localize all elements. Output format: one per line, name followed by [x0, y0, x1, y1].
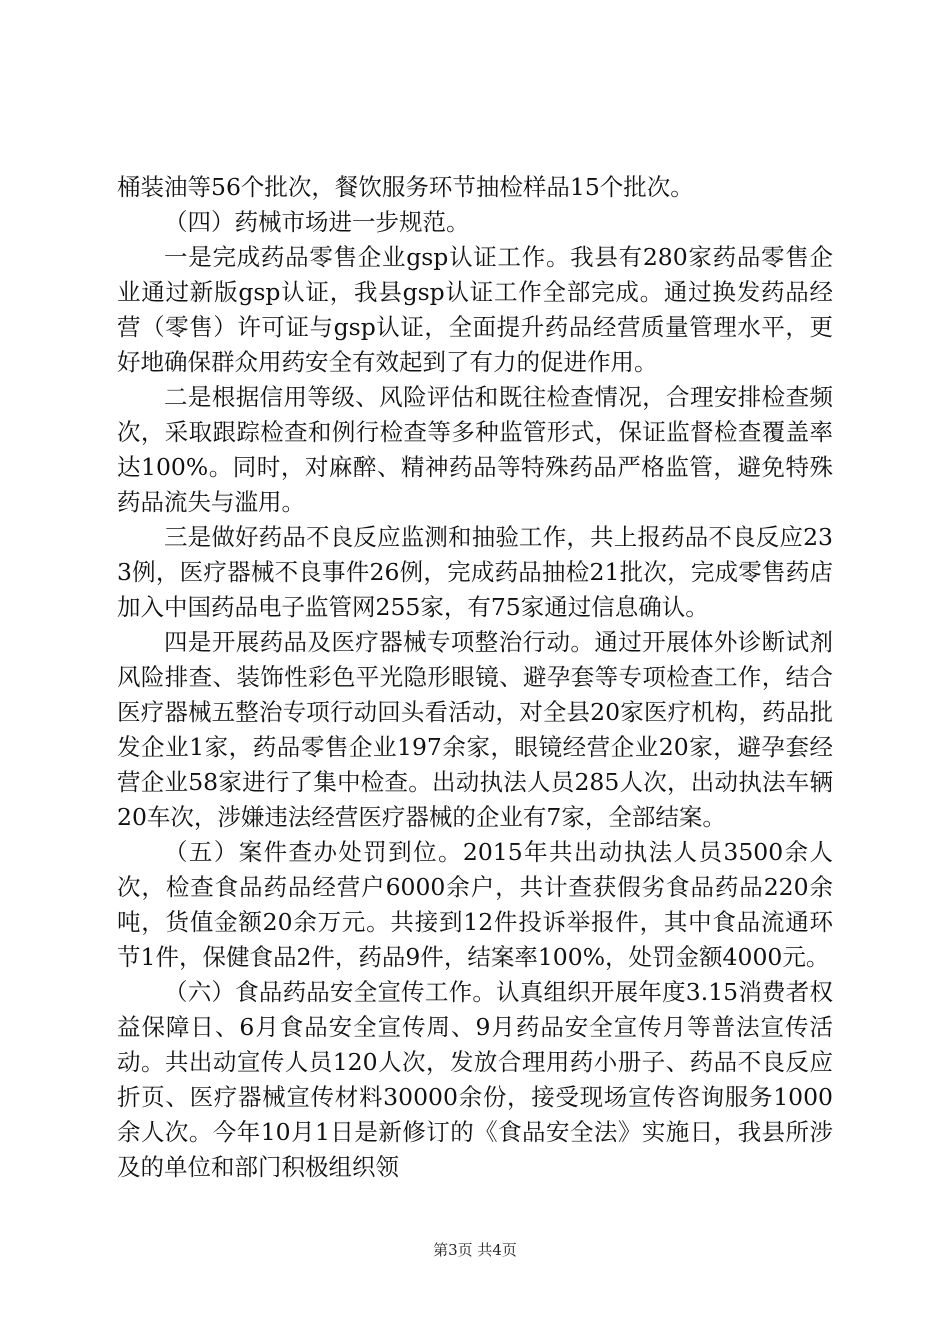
paragraph: 桶装油等56个批次，餐饮服务环节抽检样品15个批次。	[117, 173, 694, 201]
body-text	[117, 170, 833, 1185]
paragraph: 二是根据信用等级、风险评估和既往检查情况，合理安排检查频次，采取跟踪检查和例行检查等多种监管形式，保证监督检查覆盖率达100%。同时，对麻醉、精神药品等特殊药品严格监管，避免特殊药品流失与滥用。	[117, 383, 833, 516]
paragraph-heading-4: （四）药械市场进一步规范。	[164, 208, 470, 236]
page-footer: 第3页 共4页	[433, 1241, 517, 1259]
paragraph: 一是完成药品零售企业gsp认证工作。我县有280家药品零售企业通过新版gsp认证，我县gsp认证工作全部完成。通过换发药品经营（零售）许可证与gsp认证，全面提升药品经营质量管理水平，更好地确保群众用药安全有效起到了有力的促进作用。	[117, 243, 833, 376]
paragraph: 三是做好药品不良反应监测和抽验工作，共上报药品不良反应233例，医疗器械不良事件26例，完成药品抽检21批次，完成零售药店加入中国药品电子监管网255家，有75家通过信息确认。	[117, 523, 833, 621]
paragraph: （五）案件查办处罚到位。2015年共出动执法人员3500余人次，检查食品药品经营户6000余户，共计查获假劣食品药品220余吨，货值金额20余万元。共接到12件投诉举报件，其中食品流通环节1件，保健食品2件，药品9件，结案率100%，处罚金额4000元。	[117, 838, 833, 971]
paragraph: 四是开展药品及医疗器械专项整治行动。通过开展体外诊断试剂风险排查、装饰性彩色平光隐形眼镜、避孕套等专项检查工作，结合医疗器械五整治专项行动回头看活动，对全县20家医疗机构，药品批发企业1家，药品零售企业197余家，眼镜经营企业20家，避孕套经营企业58家进行了集中检查。出动执法人员285人次，出动执法车辆20车次，涉嫌违法经营医疗器械的企业有7家，全部结案。	[117, 628, 833, 831]
paragraph: （六）食品药品安全宣传工作。认真组织开展年度3.15消费者权益保障日、6月食品安全宣传周、9月药品安全宣传月等普法宣传活动。共出动宣传人员120人次，发放合理用药小册子、药品不良反应折页、医疗器械宣传材料30000余份，接受现场宣传咨询服务1000余人次。今年10月1日是新修订的《食品安全法》实施日，我县所涉及的单位和部门积极组织领	[117, 978, 833, 1181]
